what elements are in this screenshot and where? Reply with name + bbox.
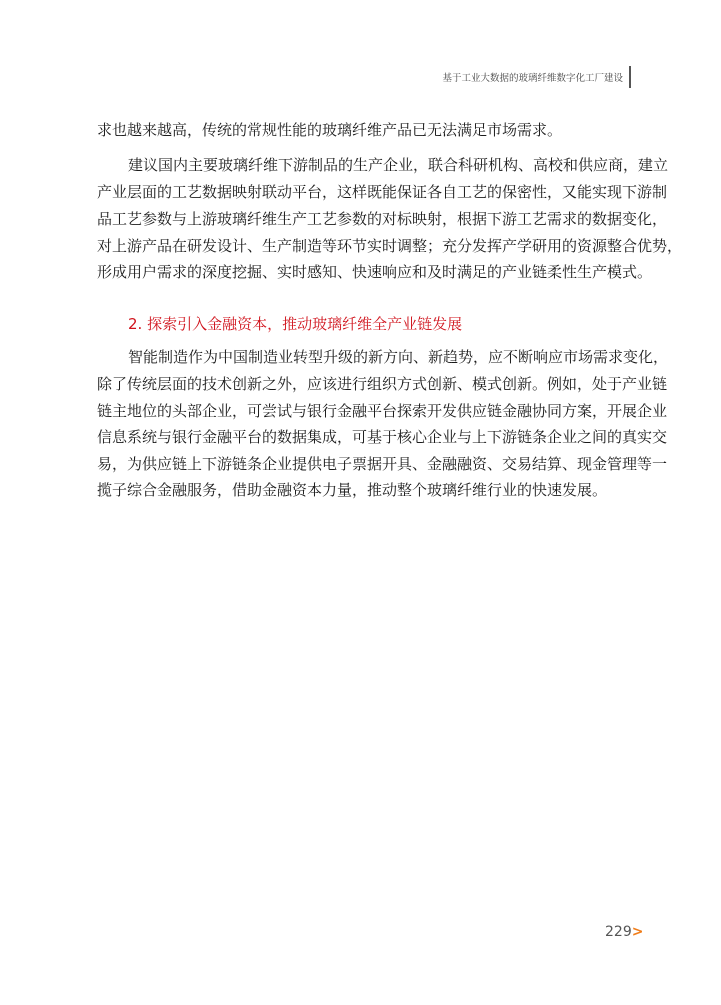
text-line: 建议国内主要玻璃纤维下游制品的生产企业，联合科研机构、高校和供应商，建立 bbox=[128, 156, 669, 174]
section-heading: 2. 探索引入金融资本，推动玻璃纤维全产业链发展 bbox=[128, 315, 463, 333]
text-line: 对上游产品在研发设计、生产制造等环节实时调整；充分发挥产学研用的资源整合优势， bbox=[97, 237, 683, 255]
text-line: 智能制造作为中国制造业转型升级的新方向、新趋势，应不断响应市场需求变化， bbox=[128, 348, 669, 366]
next-arrow-icon: > bbox=[631, 924, 644, 940]
header-divider bbox=[629, 66, 631, 88]
text-line: 信息系统与银行金融平台的数据集成，可基于核心企业与上下游链条企业之间的真实交 bbox=[97, 428, 668, 446]
text-line: 产业层面的工艺数据映射联动平台，这样既能保证各自工艺的保密性，又能实现下游制 bbox=[97, 183, 668, 201]
text-line: 求也越来越高，传统的常规性能的玻璃纤维产品已无法满足市场需求。 bbox=[97, 121, 563, 139]
text-line: 品工艺参数与上游玻璃纤维生产工艺参数的对标映射，根据下游工艺需求的数据变化， bbox=[97, 210, 668, 228]
text-line: 易，为供应链上下游链条企业提供电子票据开具、金融融资、交易结算、现金管理等一 bbox=[97, 455, 668, 473]
running-header: 基于工业大数据的玻璃纤维数字化工厂建设 bbox=[442, 73, 623, 84]
text-line: 揽子综合金融服务，借助金融资本力量，推动整个玻璃纤维行业的快速发展。 bbox=[97, 481, 608, 499]
text-line: 除了传统层面的技术创新之外，应该进行组织方式创新、模式创新。例如，处于产业链 bbox=[97, 375, 668, 393]
text-line: 形成用户需求的深度挖掘、实时感知、快速响应和及时满足的产业链柔性生产模式。 bbox=[97, 263, 653, 281]
text-line: 链主地位的头部企业，可尝试与银行金融平台探索开发供应链金融协同方案，开展企业 bbox=[97, 402, 668, 420]
page-number-text: 229 bbox=[605, 924, 632, 940]
page-number bbox=[605, 924, 643, 940]
